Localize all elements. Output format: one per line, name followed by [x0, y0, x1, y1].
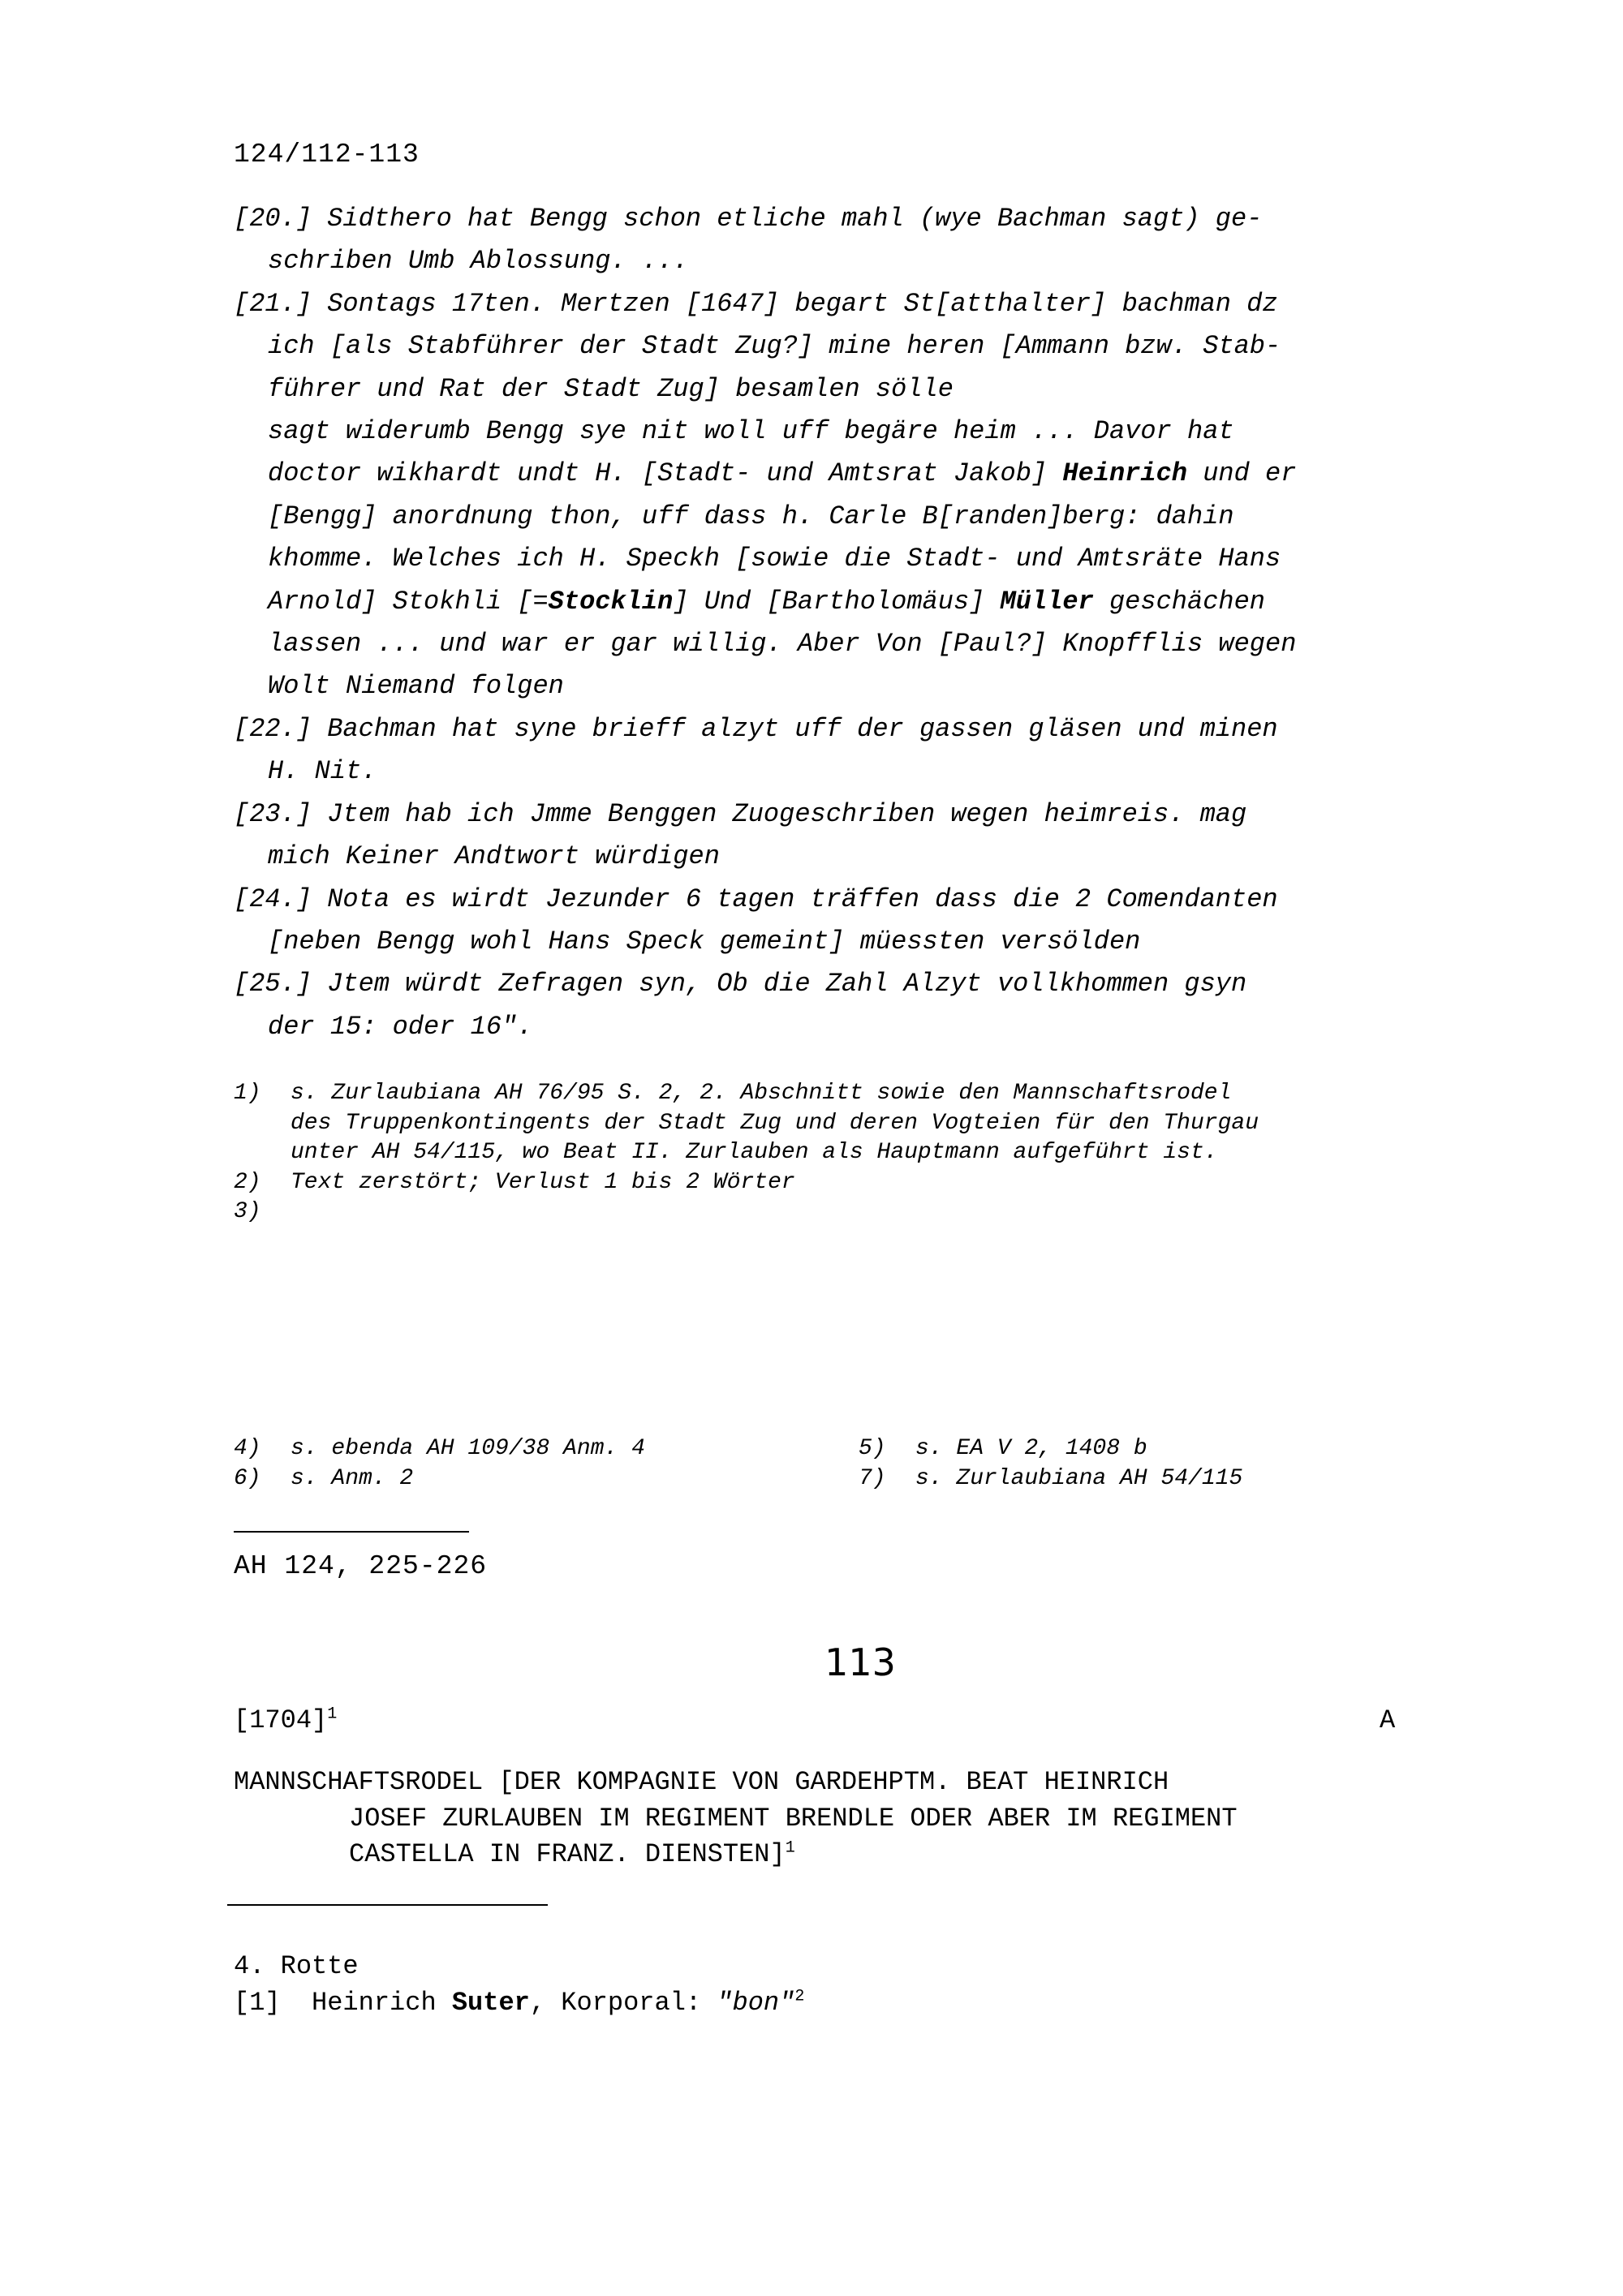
footnote-number: 5): [859, 1436, 886, 1461]
footnote: [859, 1434, 1483, 1464]
entry-line: [234, 538, 1492, 580]
footnote-divider: [234, 1531, 469, 1533]
document-date: [234, 1705, 337, 1735]
text-segment: [23.] Jtem hab ich Jmme Benggen Zuogeschriben wegen heimreis. mag: [234, 798, 1247, 829]
footnote-number: 7): [859, 1465, 886, 1491]
footnote: [859, 1464, 1483, 1494]
entry-paragraph: [234, 708, 1492, 793]
date-footnote-marker: 1: [327, 1705, 338, 1724]
title-text: MANNSCHAFTSRODEL [DER KOMPAGNIE VON GARDEHPTM. BEAT HEINRICH: [234, 1767, 1169, 1797]
text-segment: [25.] Jtem würdt Zefragen syn, Ob die Zahl Alzyt vollkhommen gsyn: [234, 969, 1247, 1000]
footnote: [234, 1197, 1259, 1228]
footnote-number: 2): [234, 1169, 261, 1195]
entry-line: [234, 665, 1492, 707]
text-segment: ich [als Stabführer der Stadt Zug?] mine heren [Ammann bzw. Stab-: [268, 331, 1281, 362]
footnote-text: [291, 1079, 1259, 1168]
footnote-row: [234, 1464, 1483, 1494]
entry-line: [234, 411, 1492, 453]
footnote-line: unter AH 54/115, wo Beat II. Zurlauben als Hauptmann aufgeführt ist.: [291, 1140, 1218, 1165]
entry-line: [234, 453, 1492, 495]
title-divider: [227, 1904, 548, 1906]
entry-line: [234, 368, 1492, 411]
source-reference: AH 124, 225-226: [234, 1551, 488, 1581]
text-segment: Arnold] Stokhli [=: [268, 586, 549, 617]
footnote: [234, 1168, 1259, 1198]
footnote-text: [291, 1168, 795, 1198]
text-segment: khomme. Welches ich H. Speckh [sowie die Stadt- und Amtsräte Hans: [268, 544, 1281, 574]
entry-paragraph: [234, 879, 1492, 964]
date-text: [1704]: [234, 1705, 328, 1735]
bold-name: Stocklin: [548, 586, 674, 617]
bold-name: Heinrich: [1062, 458, 1187, 489]
entry-line: [234, 496, 1492, 538]
text-segment: sagt widerumb Bengg sye nit woll uff begäre heim ... Davor hat: [268, 416, 1234, 447]
text-segment: lassen ... und war er gar willig. Aber Von [Paul?] Knopfflis wegen: [268, 629, 1297, 660]
footnote-text: s. Anm. 2: [291, 1465, 414, 1491]
text-segment: schriben Umb Ablossung. ...: [268, 246, 689, 277]
entry-line: [234, 283, 1492, 325]
footnote-line: des Truppenkontingents der Stadt Zug und deren Vogteien für den Thurgau: [291, 1110, 1259, 1136]
entry-paragraph: [234, 793, 1492, 879]
entry-line: [234, 750, 1492, 793]
entry-first-name: Heinrich: [312, 1988, 437, 2018]
entry-line: [234, 1006, 1492, 1048]
text-segment: und er: [1186, 458, 1297, 489]
entry-line: [234, 325, 1492, 368]
entry-line: [234, 793, 1492, 836]
entry-line: [234, 240, 1492, 282]
footnote-number: 1): [234, 1081, 261, 1106]
title-text: CASTELLA IN FRANZ. DIENSTEN]: [349, 1839, 786, 1869]
document-number: 113: [824, 1640, 896, 1684]
page-header: 124/112-113: [234, 140, 420, 170]
footnotes-grid: [234, 1434, 1483, 1494]
entry-paragraph: [234, 198, 1492, 283]
title-footnote-marker: 1: [785, 1838, 795, 1858]
text-segment: der 15: oder 16".: [268, 1011, 533, 1042]
document-marker: A: [1380, 1705, 1396, 1735]
text-segment: Wolt Niemand folgen: [268, 671, 564, 702]
footnote-number: 3): [234, 1199, 261, 1224]
entry-number: [1]: [234, 1988, 281, 2018]
footnote-number: 4): [234, 1436, 261, 1461]
title-text: JOSEF ZURLAUBEN IM REGIMENT BRENDLE ODER ABER IM REGIMENT: [349, 1803, 1238, 1834]
roster-entry: [234, 1988, 804, 2018]
text-segment: mich Keiner Andtwort würdigen: [268, 841, 720, 872]
entry-line: [234, 198, 1492, 240]
entry-role: , Korporal:: [529, 1988, 702, 2018]
document-title: [234, 1765, 1500, 1873]
text-segment: [neben Bengg wohl Hans Speck gemeint] müessten versölden: [268, 926, 1141, 957]
text-segment: ] Und [Bartholomäus]: [673, 586, 1001, 617]
text-segment: [21.] Sontags 17ten. Mertzen [1647] begart St[atthalter] bachman dz: [234, 288, 1278, 319]
text-segment: [Bengg] anordnung thon, uff dass h. Carle B[randen]berg: dahin: [268, 501, 1234, 531]
footnote-text: s. ebenda AH 109/38 Anm. 4: [291, 1436, 645, 1461]
text-segment: [24.] Nota es wirdt Jezunder 6 tagen träffen dass die 2 Comendanten: [234, 884, 1278, 914]
text-segment: geschächen: [1093, 586, 1265, 617]
entry-last-name: Suter: [451, 1988, 530, 2018]
entry-line: [234, 623, 1492, 665]
entries-block: [234, 198, 1492, 1048]
text-segment: führer und Rat der Stadt Zug] besamlen sölle: [268, 373, 954, 404]
footnotes-block: [234, 1079, 1259, 1228]
footnote: [234, 1079, 1259, 1168]
entry-line: [234, 879, 1492, 921]
section-heading: 4. Rotte: [234, 1951, 359, 1981]
footnote: [234, 1464, 859, 1494]
text-segment: H. Nit.: [268, 756, 377, 787]
title-line: [234, 1837, 1500, 1873]
text-segment: [20.] Sidthero hat Bengg schon etliche mahl (wye Bachman sagt) ge-: [234, 204, 1263, 234]
title-line: [234, 1801, 1500, 1838]
footnote-number: 6): [234, 1465, 261, 1491]
title-line: [234, 1765, 1500, 1801]
footnote-text: s. EA V 2, 1408 b: [915, 1436, 1147, 1461]
entry-footnote-marker: 2: [794, 1987, 805, 2006]
entry-paragraph: [234, 963, 1492, 1048]
entry-note: "bon": [717, 1988, 795, 2018]
entry-line: [234, 836, 1492, 878]
entry-line: [234, 708, 1492, 750]
footnote-line: s. Zurlaubiana AH 76/95 S. 2, 2. Abschnitt sowie den Mannschaftsrodel: [291, 1081, 1232, 1106]
entry-paragraph: [234, 283, 1492, 708]
entry-line: [234, 581, 1492, 623]
entry-line: [234, 921, 1492, 963]
text-segment: [22.] Bachman hat syne brieff alzyt uff der gassen gläsen und minen: [234, 713, 1278, 744]
bold-name: Müller: [1000, 586, 1094, 617]
footnote-row: [234, 1434, 1483, 1464]
text-segment: doctor wikhardt undt H. [Stadt- und Amtsrat Jakob]: [268, 458, 1063, 489]
footnote: [234, 1434, 859, 1464]
footnote-text: s. Zurlaubiana AH 54/115: [915, 1465, 1243, 1491]
entry-line: [234, 963, 1492, 1005]
footnote-line: Text zerstört; Verlust 1 bis 2 Wörter: [291, 1169, 795, 1195]
